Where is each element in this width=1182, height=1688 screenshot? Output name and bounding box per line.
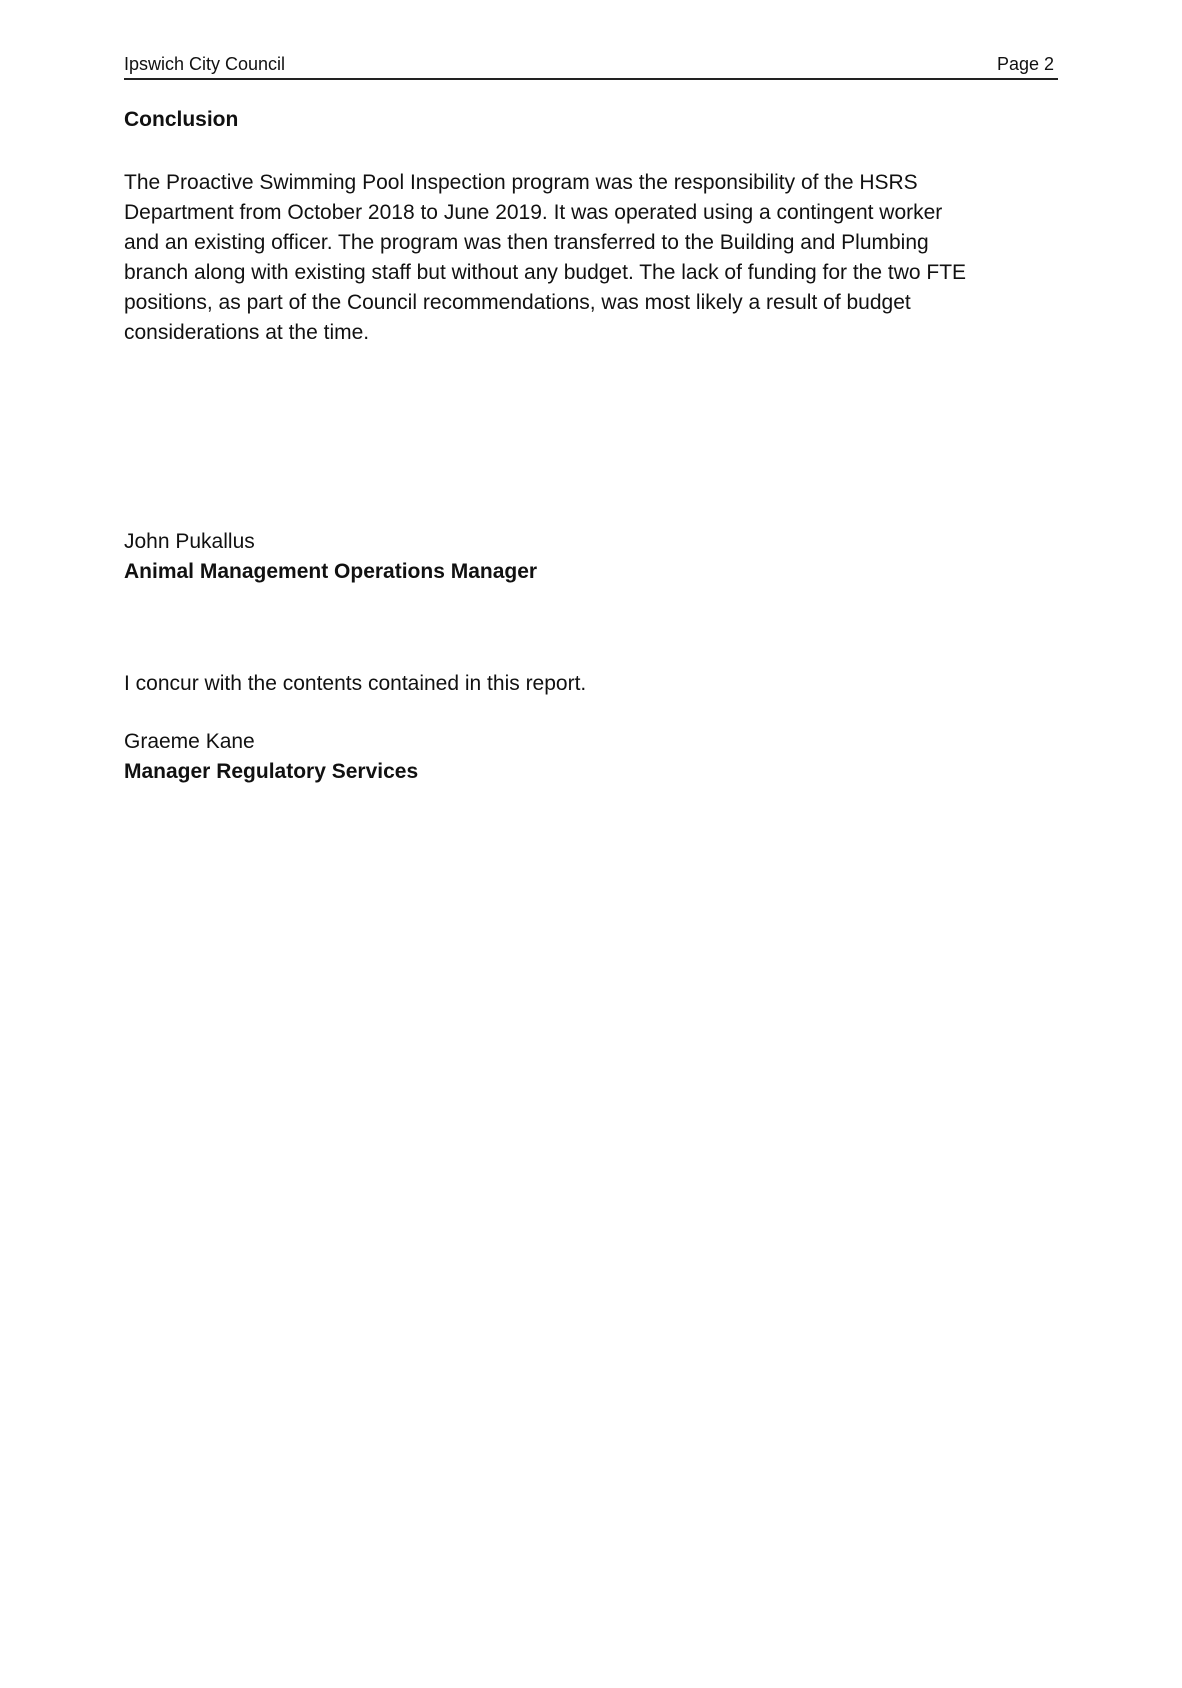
signatory-2-name: Graeme Kane (124, 730, 255, 753)
signatory-2-title: Manager Regulatory Services (124, 760, 419, 783)
paragraph-line: The Proactive Swimming Pool Inspection program was the responsibility of the HSRS (124, 171, 918, 194)
paragraph-line: and an existing officer. The program was then transferred to the Building and Plumbing (124, 231, 929, 254)
page-header (124, 52, 1058, 80)
paragraph-line: branch along with existing staff but without any budget. The lack of funding for the two FTE (124, 261, 967, 284)
section-heading-conclusion: Conclusion (124, 108, 239, 131)
organization-name: Ipswich City Council (124, 54, 286, 74)
paragraph-line: positions, as part of the Council recommendations, was most likely a result of budget (124, 291, 911, 314)
paragraph-line: Department from October 2018 to June 2019. It was operated using a contingent worker (124, 201, 943, 224)
signatory-1-title: Animal Management Operations Manager (124, 560, 538, 583)
conclusion-paragraph (124, 168, 1054, 348)
signatory-1-name: John Pukallus (124, 530, 255, 553)
concurrence-statement: I concur with the contents contained in this report. (124, 672, 587, 695)
paragraph-line: considerations at the time. (124, 321, 370, 344)
page-number: Page 2 (996, 54, 1054, 74)
